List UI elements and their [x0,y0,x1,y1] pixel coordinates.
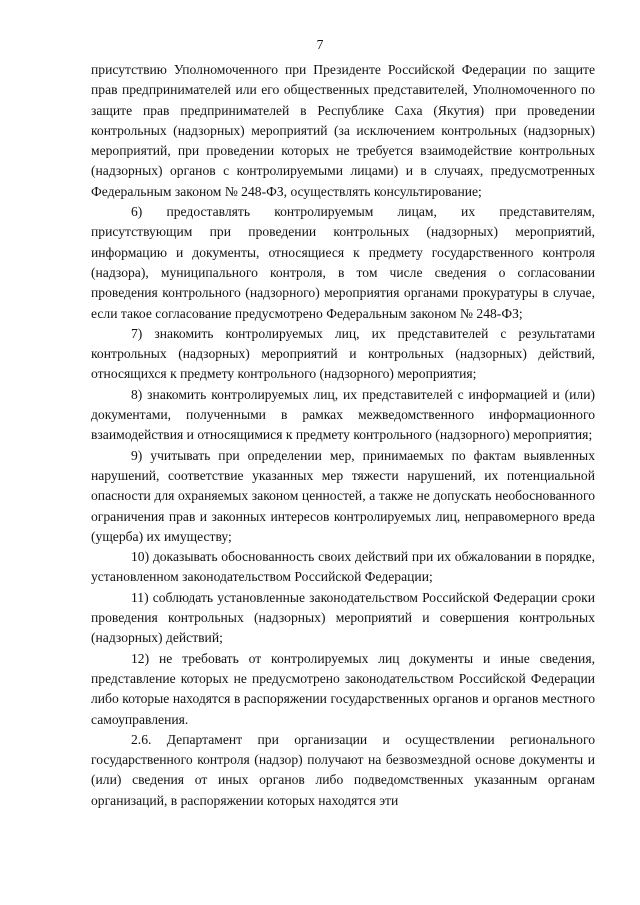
paragraph-item-10: 10) доказывать обоснованность своих действий при их обжаловании в порядке, установленном законодательством Российской Федерации; [91,549,595,585]
paragraph-continuation: присутствию Уполномоченного при Президенте Российской Федерации по защите прав предпринимателей или его общественных представителей, Уполномоченного по защите прав предпринимателей в Республике Саха (Якутия) при проведении контрольных (надзорных) мероприятий (за исключением контрольных (надзорных) мероприятий, при проведении которых не требуется взаимодействие контрольных (надзорных) органов с контролируемыми лицами) и в случаях, предусмотренных Федеральным законом № 248-ФЗ, осуществлять консультирование; [91,62,595,199]
paragraph-item-9: 9) учитывать при определении мер, принимаемых по фактам выявленных нарушений, соответствие указанных мер тяжести нарушений, их потенциальной опасности для охраняемых законом ценностей, а также не допускать необоснованного ограничения прав и законных интересов контролируемых лиц, неправомерного вреда (ущерба) их имуществу; [91,447,595,544]
page-number: 7 [316,37,324,52]
paragraph-item-12: 12) не требовать от контролируемых лиц документы и иные сведения, представление которых не предусмотрено законодательством Российской Федерации либо которые находятся в распоряжении государственных органов и органов местного самоуправления. [91,650,595,727]
paragraph-item-7: 7) знакомить контролируемых лиц, их представителей с результатами контрольных (надзорных) мероприятий и контрольных (надзорных) действий, относящихся к предмету контрольного (надзорного) мероприятия; [91,325,595,382]
paragraph-item-6: 6) предоставлять контролируемым лицам, их представителям, присутствующим при проведении контрольных (надзорных) мероприятий, информацию и документы, относящиеся к предмету государственного контроля (надзора), муниципального контроля, в том числе сведения о согласовании проведения контрольного (надзорного) мероприятия органами прокуратуры в случае, если такое согласование предусмотрено Федеральным законом № 248-ФЗ; [91,204,595,321]
paragraph-item-8: 8) знакомить контролируемых лиц, их представителей с информацией и (или) документами, полученными в рамках межведомственного информационного взаимодействия и относящимися к предмету контрольного (надзорного) мероприятия; [91,386,595,443]
paragraph-section-2-6: 2.6. Департамент при организации и осуществлении регионального государственного контроля (надзор) получают на безвозмездной основе документы и (или) сведения от иных органов либо подведомственных указанным органам организаций, в распоряжении которых находятся эти [91,731,595,808]
document-body [91,60,595,811]
paragraph-item-11: 11) соблюдать установленные законодательством Российской Федерации сроки проведения контрольных (надзорных) мероприятий и совершения контрольных (надзорных) действий; [91,589,595,646]
